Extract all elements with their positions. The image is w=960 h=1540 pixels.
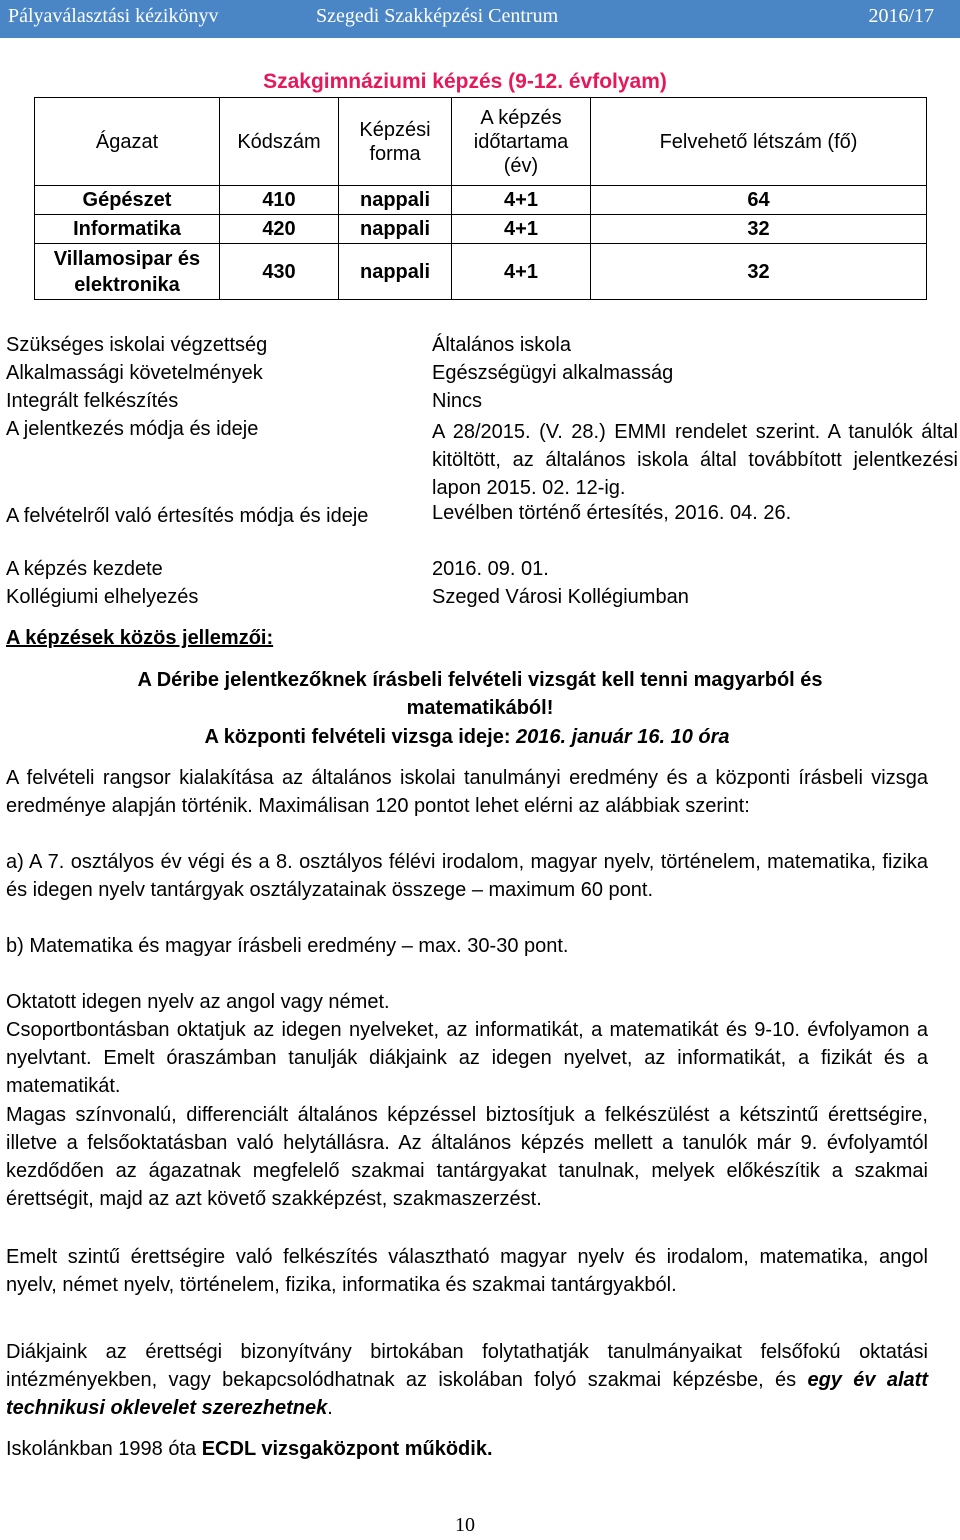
cell-kod: 410: [220, 186, 339, 215]
common-heading: A képzések közös jellemzői:: [6, 627, 274, 649]
paragraph-b: b) Matematika és magyar írásbeli eredmény – max. 30-30 pont.: [6, 935, 569, 957]
diak-end: .: [327, 1397, 333, 1419]
info-value: Nincs: [432, 390, 483, 412]
cell-letszam: 32: [591, 244, 927, 300]
cell-forma: nappali: [339, 244, 452, 300]
info-label: A felvételről való értesítés módja és ideje: [6, 505, 369, 527]
paragraph-magas: Magas színvonalú, differenciált általános képzéssel biztosítjuk a felkészülést a kétszintű érettségire, illetve a felsőoktatásban való helytállásra. Az általános képzés mellett a tanulók már 9. évfolyamtól kezdődően az ágazatnak megfelelő szakmai tantárgyakat tanulnak, melyek előkészítik a szakmai érettségit, majd az azt követő szakképzést, szakmaszerzést.: [6, 1104, 928, 1210]
info-label: A jelentkezés módja és ideje: [6, 418, 259, 440]
cell-kod: 430: [220, 244, 339, 300]
info-value: Levélben történő értesítés, 2016. 04. 26.: [432, 502, 792, 524]
cell-kod: 420: [220, 215, 339, 244]
paragraph-emelt: Emelt szintű érettségire való felkészítés választható magyar nyelv és irodalom, matematika, angol nyelv, német nyelv, történelem, fizika, informatika és szakmai tantárgyakból.: [6, 1246, 928, 1296]
info-value: Szeged Városi Kollégiumban: [432, 586, 689, 608]
info-value: A 28/2015. (V. 28.) EMMI rendelet szerint. A tanulók által kitöltött, az általános iskola által továbbított jelentkezési lapon 2015. 02. 12-ig.: [432, 421, 958, 499]
cell-forma: nappali: [339, 215, 452, 244]
header-right: 2016/17: [868, 5, 934, 27]
program-title: Szakgimnáziumi képzés (9-12. évfolyam): [263, 70, 667, 93]
cell-ido: 4+1: [452, 244, 591, 300]
cell-forma: nappali: [339, 186, 452, 215]
cell-ido: 4+1: [452, 186, 591, 215]
paragraph-nyelv: Oktatott idegen nyelv az angol vagy német.: [6, 991, 390, 1013]
info-label: A képzés kezdete: [6, 558, 163, 580]
table-row: [35, 215, 927, 244]
page-header: [0, 0, 960, 38]
paragraph-rangsor: A felvételi rangsor kialakítása az általános iskolai tanulmányi eredmény és a központi írásbeli vizsga eredménye alapján történik. Maximálisan 120 pontot lehet elérni az alábbiak szerint:: [6, 767, 928, 817]
diak-emphasis: egy év alatt technikusi oklevelet szerezhetnek: [6, 1369, 928, 1419]
cell-agazat: Villamosipar és elektronika: [35, 244, 220, 300]
info-label: Szükséges iskolai végzettség: [6, 334, 268, 356]
header-left: Pályaválasztási kézikönyv: [8, 5, 219, 27]
deri-notice: A Déribe jelentkezőknek írásbeli felvételi vizsgát kell tenni magyarból és matematikából!: [137, 669, 823, 719]
info-label: Kollégiumi elhelyezés: [6, 586, 199, 608]
diak-text: Diákjaink az érettségi bizonyítvány birtokában folytathatják tanulmányaikat felsőfokú oktatási intézményekben, vagy bekapcsolódhatnak az iskolában folyó szakmai képzésbe, és: [6, 1341, 928, 1391]
info-value: Egészségügyi alkalmasság: [432, 362, 674, 384]
col-idotartam: A képzés időtartama (év): [452, 98, 591, 186]
exam-date-line: [6, 723, 928, 751]
paragraph-diakjaink: [6, 1338, 928, 1422]
info-value: Általános iskola: [432, 334, 571, 356]
paragraph-ecdl: [6, 1435, 928, 1463]
table-row: [35, 244, 927, 300]
col-agazat: Ágazat: [35, 98, 220, 186]
info-label: Integrált felkészítés: [6, 390, 179, 412]
info-value: 2016. 09. 01.: [432, 558, 549, 580]
paragraph-csoport: Csoportbontásban oktatjuk az idegen nyelveket, az informatikát, a matematikát és 9-10. évfolyamon a nyelvtant. Emelt óraszámban tanulják diákjaink az idegen nyelvet, az informatikát, a fizikát és a matematikát.: [6, 1019, 928, 1097]
table-row: [35, 186, 927, 215]
col-forma: Képzési forma: [339, 98, 452, 186]
exam-date: 2016. január 16. 10 óra: [516, 726, 730, 748]
ecdl-text: Iskolánkban 1998 óta: [6, 1438, 197, 1460]
programs-table: [34, 97, 927, 300]
header-center: Szegedi Szakképzési Centrum: [316, 5, 559, 27]
cell-letszam: 64: [591, 186, 927, 215]
table-header-row: [35, 98, 927, 186]
cell-agazat: Informatika: [35, 215, 220, 244]
paragraph-a: a) A 7. osztályos év végi és a 8. osztályos félévi irodalom, magyar nyelv, történelem, matematika, fizika és idegen nyelv tantárgyak osztályzatainak összege – maximum 60 pont.: [6, 851, 928, 901]
ecdl-emphasis: ECDL vizsgaközpont működik.: [201, 1438, 493, 1460]
page-number: 10: [455, 1514, 475, 1536]
cell-agazat: Gépészet: [35, 186, 220, 215]
cell-letszam: 32: [591, 215, 927, 244]
cell-ido: 4+1: [452, 215, 591, 244]
exam-label: A központi felvételi vizsga ideje:: [204, 726, 511, 748]
info-label: Alkalmassági követelmények: [6, 362, 263, 384]
col-kodszam: Kódszám: [220, 98, 339, 186]
col-letszam: Felvehető létszám (fő): [591, 98, 927, 186]
